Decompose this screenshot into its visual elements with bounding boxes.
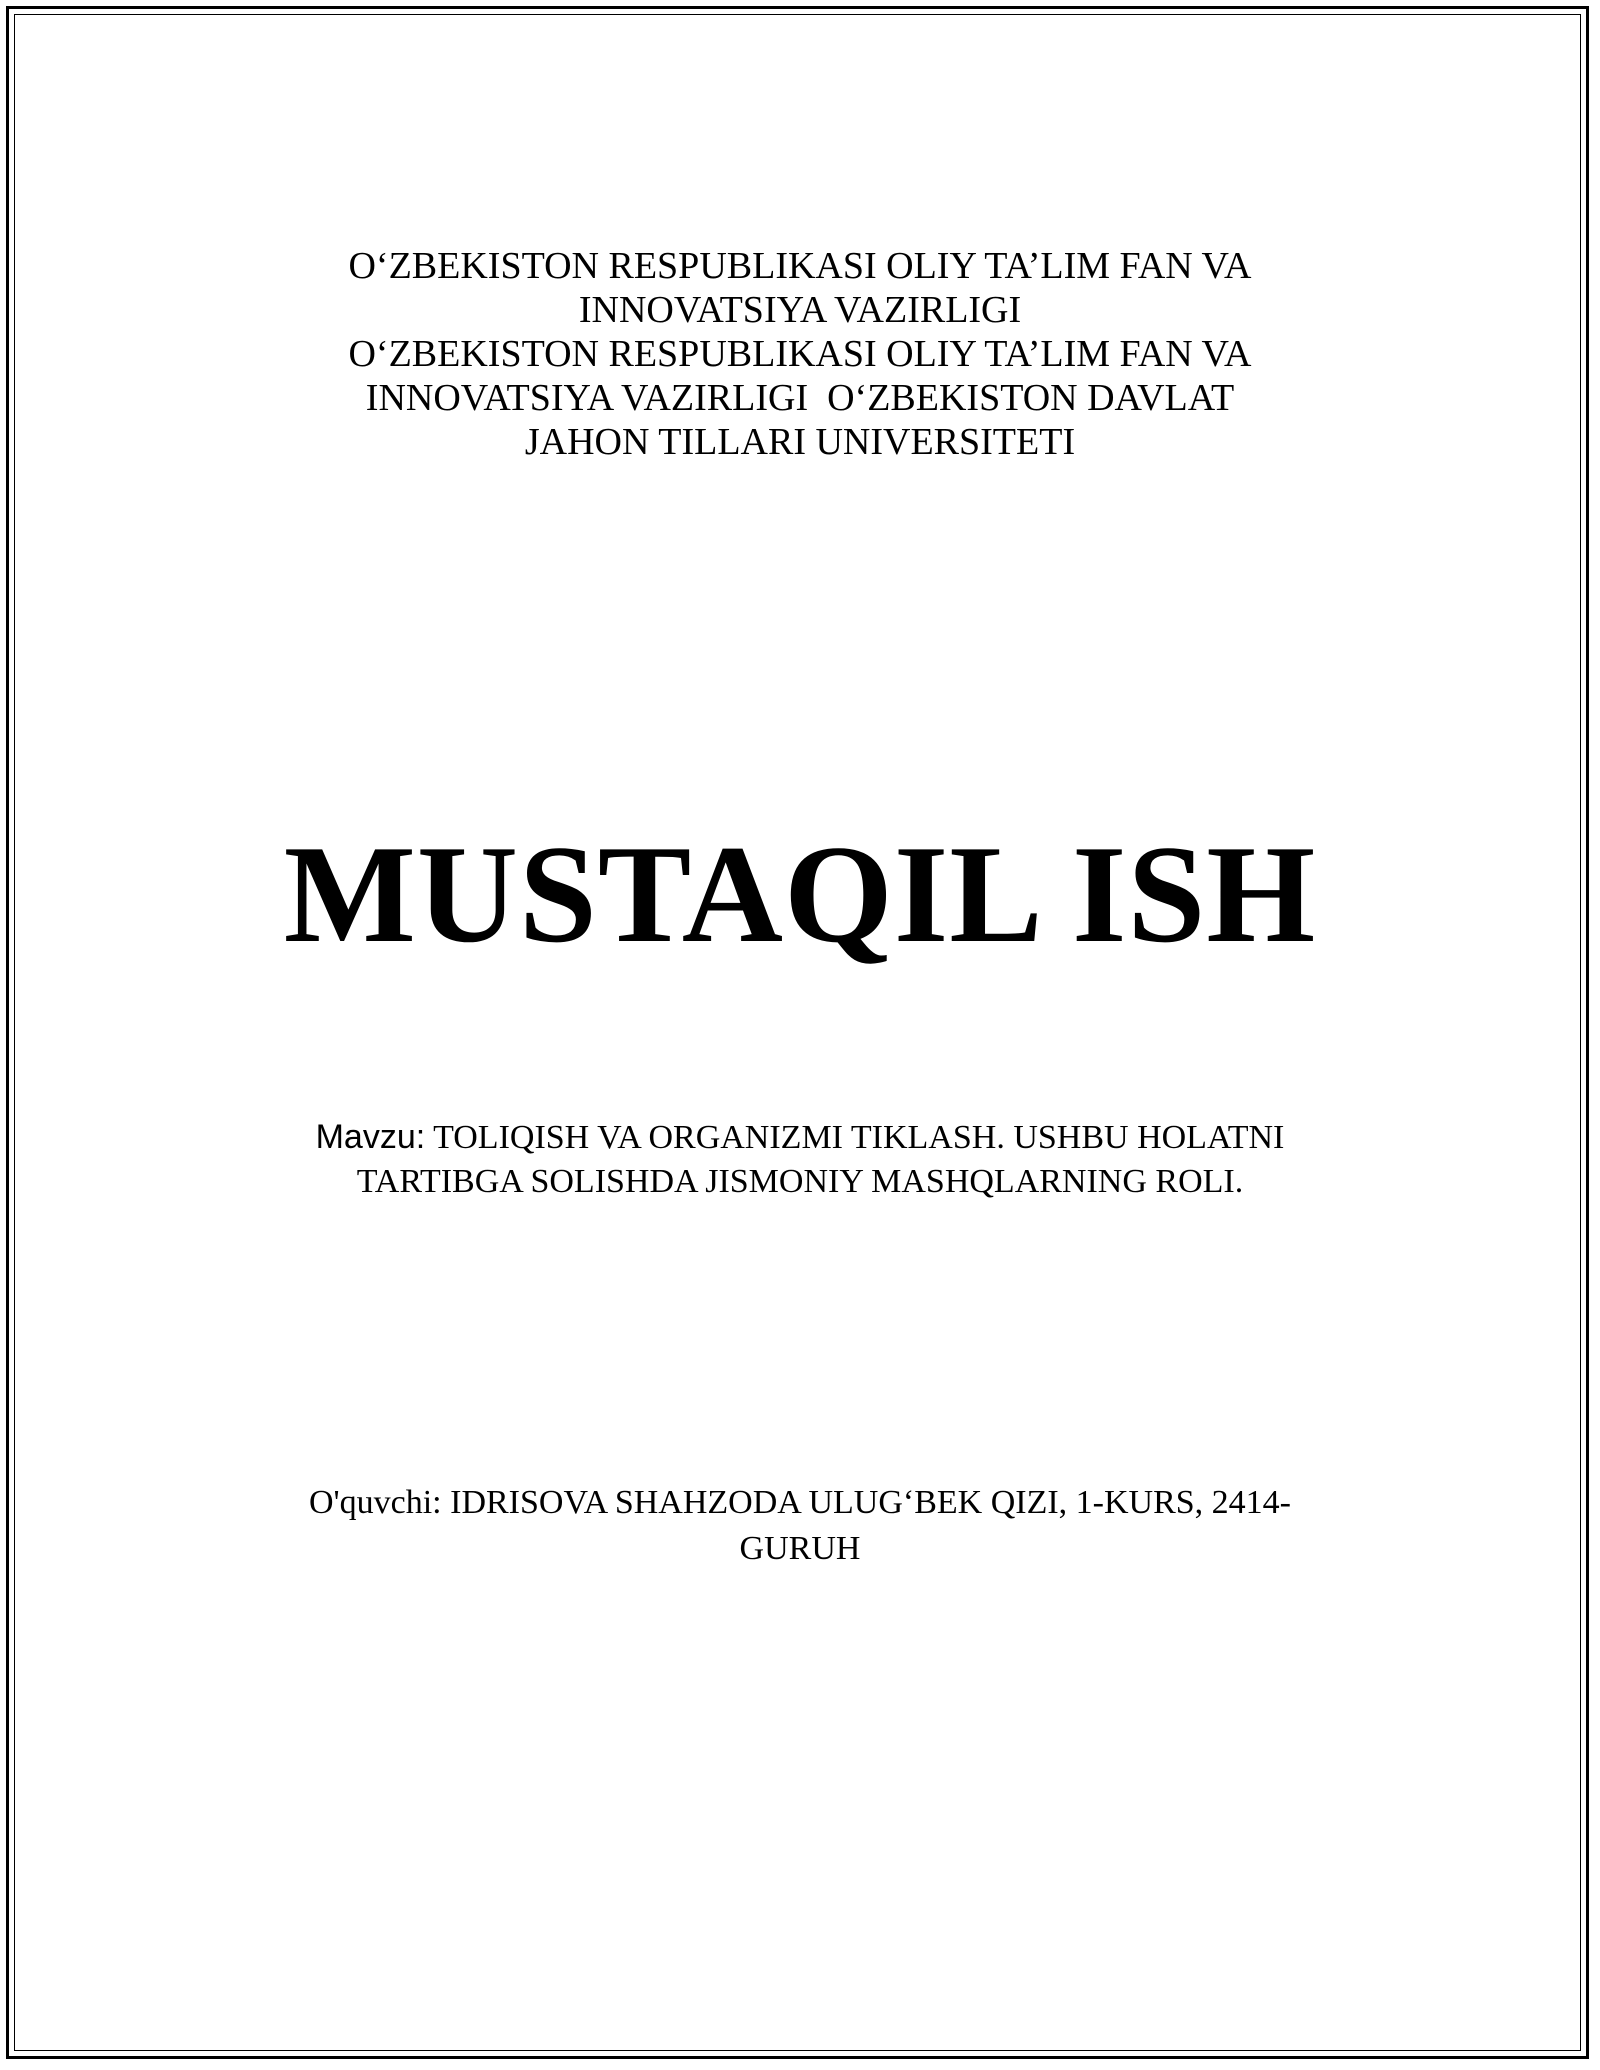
document-title: MUSTAQIL ISH	[283, 817, 1317, 972]
header-line: O‘ZBEKISTON RESPUBLIKASI OLIY TA’LIM FAN VA	[348, 333, 1252, 375]
topic-prefix: Mavzu:	[315, 1118, 426, 1156]
student-line-2: GURUH	[739, 1530, 861, 1567]
topic-line-2: TARTIBGA SOLISHDA JISMONIY MASHQLARNING ROLI.	[356, 1163, 1244, 1200]
student-line-1: O'quvchi: IDRISOVA SHAHZODA ULUG‘BEK QIZI, 1-KURS, 2414-	[308, 1484, 1292, 1521]
topic-block	[0, 1115, 1600, 1204]
topic-line-1	[0, 1115, 1600, 1160]
institution-header	[0, 244, 1600, 464]
topic-text-1: TOLIQISH VA ORGANIZMI TIKLASH. USHBU HOLATNI	[433, 1119, 1285, 1156]
header-line: JAHON TILLARI UNIVERSITETI	[524, 421, 1076, 463]
student-info	[0, 1480, 1600, 1572]
header-line: INNOVATSIYA VAZIRLIGI O‘ZBEKISTON DAVLAT	[365, 377, 1235, 419]
header-line: O‘ZBEKISTON RESPUBLIKASI OLIY TA’LIM FAN VA	[348, 245, 1252, 287]
header-line: INNOVATSIYA VAZIRLIGI	[578, 289, 1022, 331]
